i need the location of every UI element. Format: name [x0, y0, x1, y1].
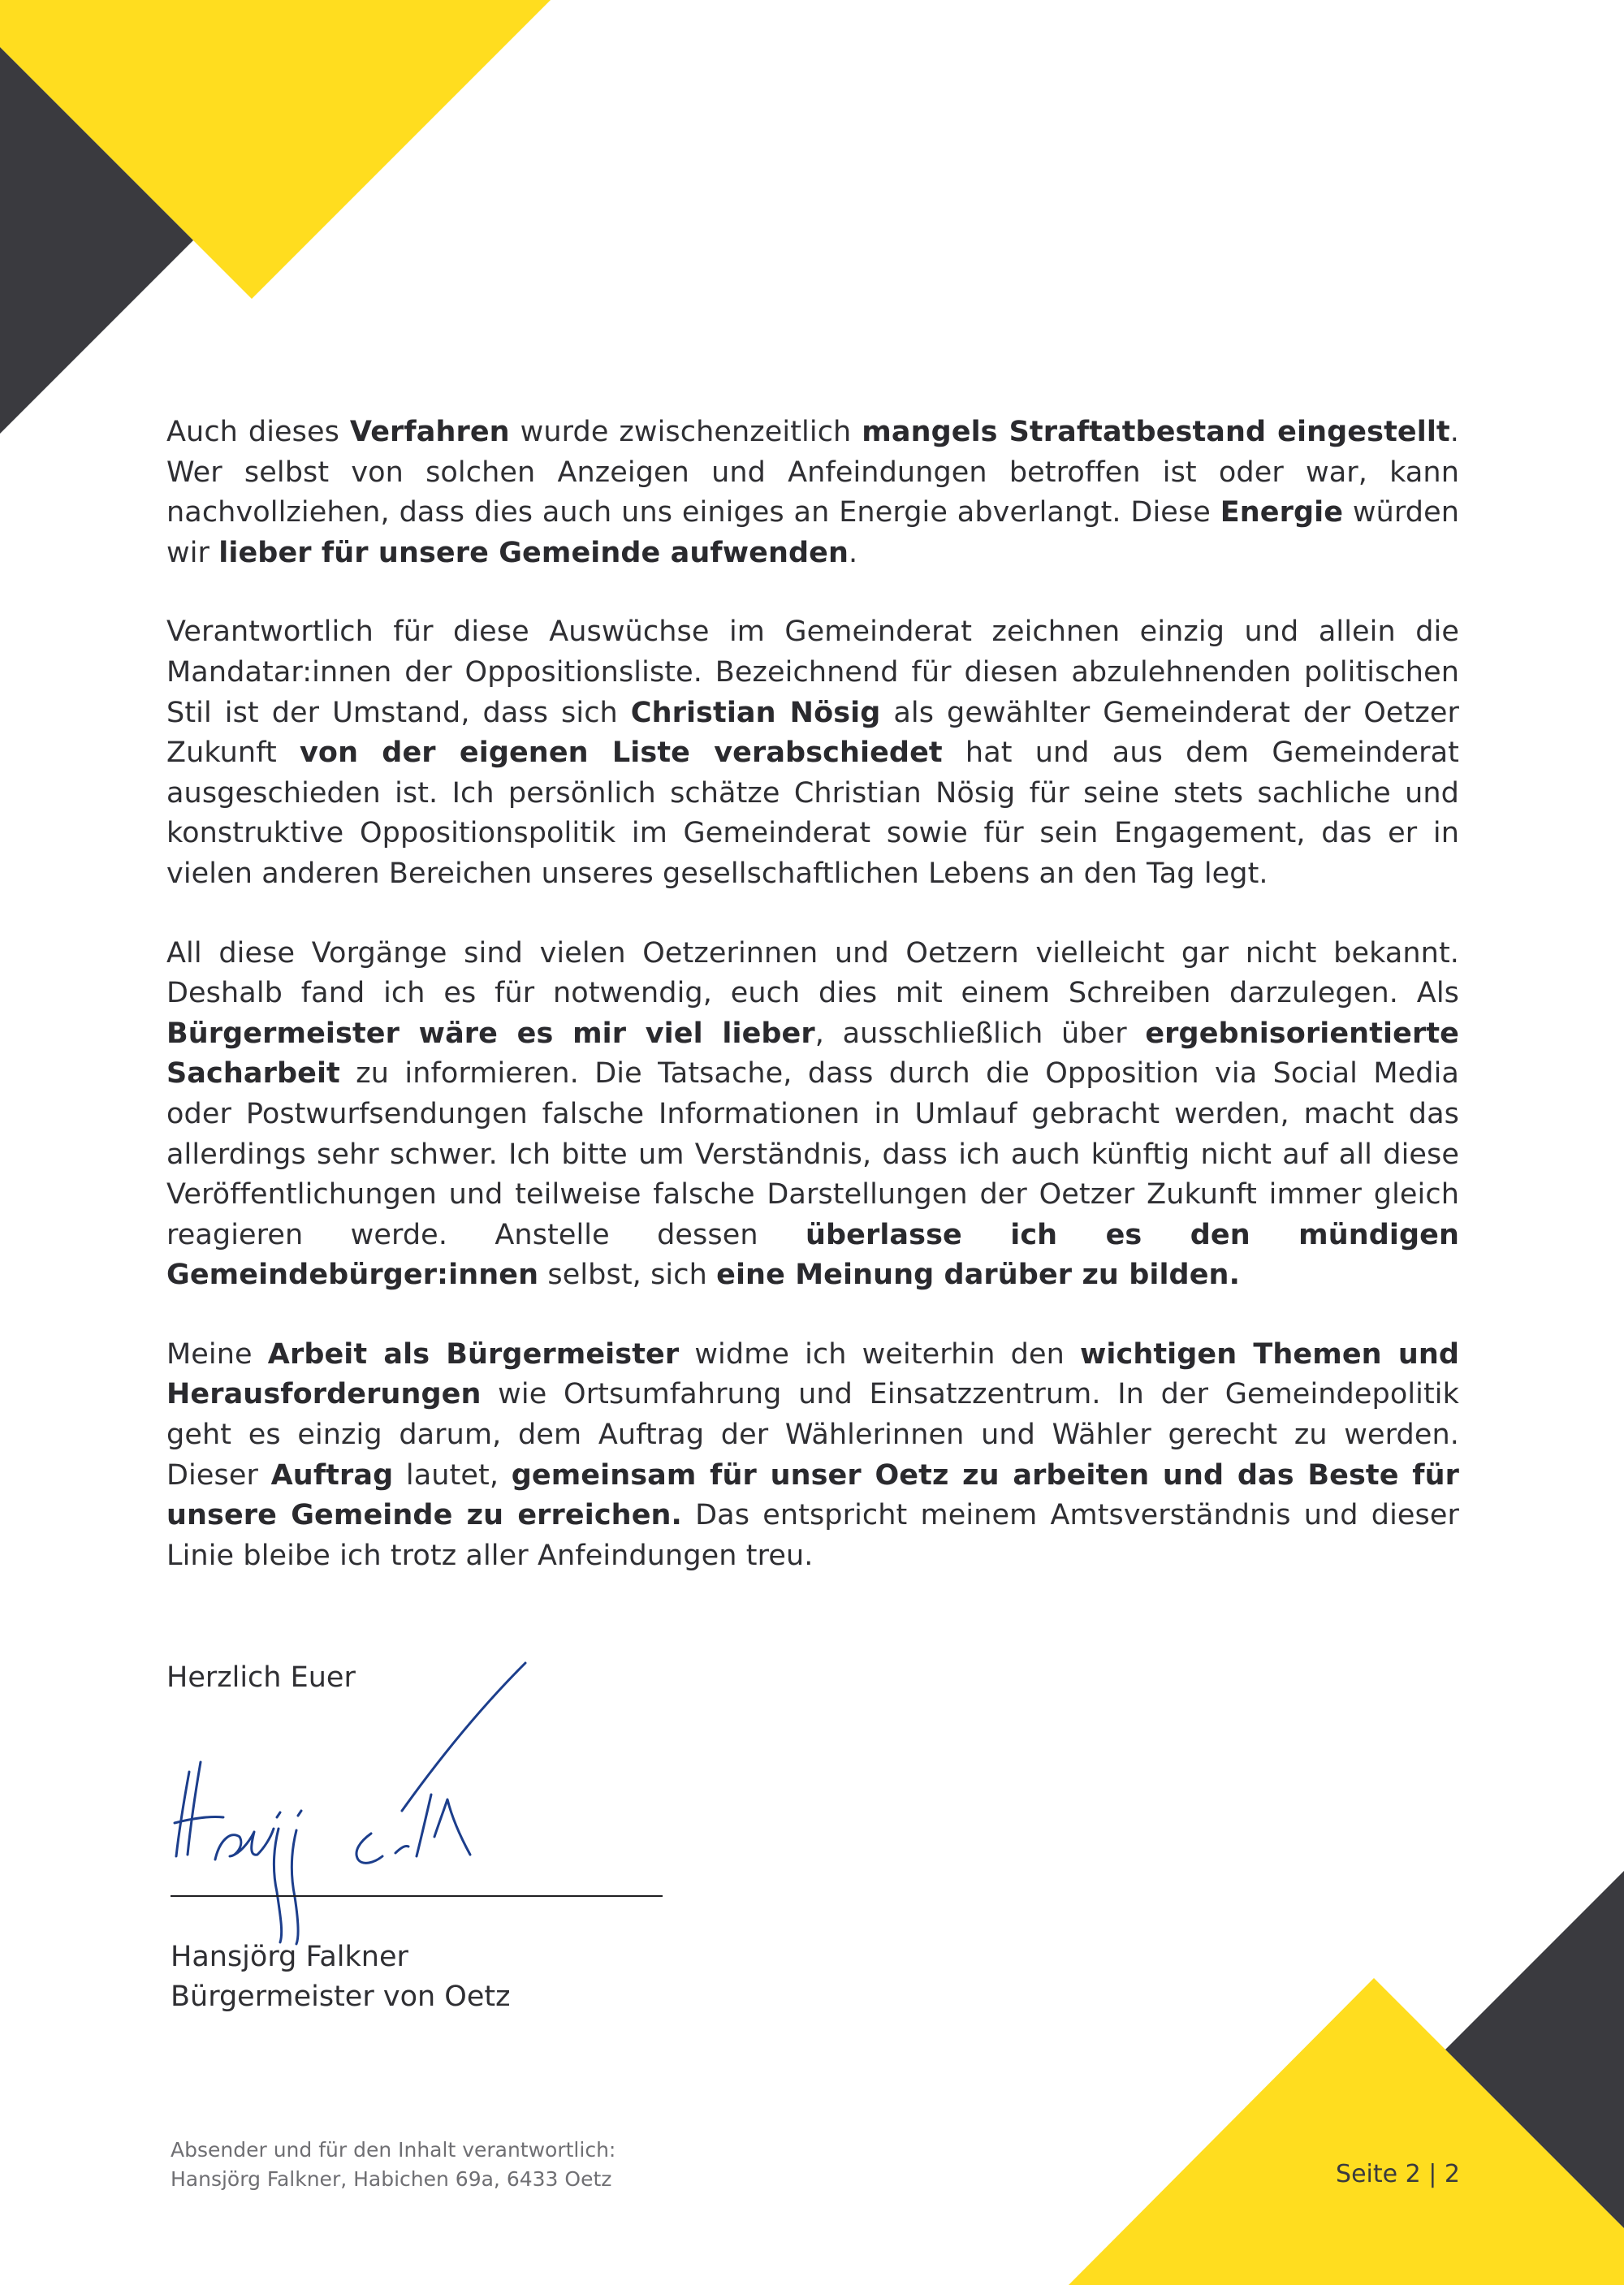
- bold-text: von der eigenen Liste verabschiedet: [300, 736, 943, 770]
- text-run: würden wir: [166, 496, 1459, 569]
- bold-text: Auftrag: [270, 1458, 394, 1492]
- text-run: zu informieren. Die Tatsache, dass durch die Opposition via Social Media oder Postwurfsendungen falsche Informationen in Umlauf gebracht werden, macht das allerdings sehr schwer. Ich bitte um Verständnis, dass ich auch künftig nicht auf all diese Veröffentlichungen und teilweise falsche Darstellungen der Oetzer Zukunft immer gleich reagieren werde. Anstelle dessen: [166, 1057, 1459, 1251]
- sender-info: [171, 2136, 615, 2194]
- text-run: lautet,: [393, 1458, 512, 1492]
- paragraph-1: [166, 413, 1459, 573]
- bold-text: lieber für unsere Gemeinde aufwenden: [218, 536, 849, 569]
- text-run: als gewählter Gemeinderat der Oetzer Zukunft: [166, 696, 1459, 770]
- text-run: , ausschließlich über: [814, 1017, 1146, 1050]
- bold-text: wichtigen Themen und Herausforderungen: [166, 1337, 1460, 1411]
- text-run: . Wer selbst von solchen Anzeigen und Anfeindungen betroffen ist oder war, kann nachvollziehen, dass dies auch uns einiges an Energie abverlangt. Diese: [166, 416, 1459, 529]
- text-run: Verantwortlich für diese Auswüchse im Gemeinderat zeichnen einzig und allein die Mandatar:innen der Oppositionsliste. Bezeichnend für diesen abzulehnenden politischen Stil ist der Umstand, dass sich: [166, 616, 1459, 729]
- paragraph-2: [166, 612, 1459, 894]
- closing-greeting: Herzlich Euer: [166, 1661, 356, 1694]
- bold-text: Energie: [1220, 496, 1344, 529]
- sender-label: Absender und für den Inhalt verantwortlich:: [171, 2138, 616, 2162]
- signer-title: Bürgermeister von Oetz: [171, 1980, 511, 2013]
- paragraph-3: [166, 934, 1459, 1296]
- bold-text: überlasse ich es den mündigen Gemeindebürger:innen: [166, 1218, 1459, 1292]
- text-run: widme ich weiterhin den: [679, 1337, 1080, 1371]
- bold-text: ergebnisorientierte Sacharbeit: [166, 1017, 1459, 1091]
- text-run: hat und aus dem Gemeinderat ausgeschieden ist. Ich persönlich schätze Christian Nösig für seine stets sachliche und konstruktive Oppositionspolitik im Gemeinderat sowie für sein Engagement, das er in vielen anderen Bereichen unseres gesellschaftlichen Lebens an den Tag legt.: [166, 736, 1460, 890]
- text-run: Meine: [166, 1337, 268, 1371]
- text-run: All diese Vorgänge sind vielen Oetzerinnen und Oetzern vielleicht gar nicht bekannt. Deshalb fand ich es für notwendig, euch dies mit einem Schreiben darzulegen. Als: [166, 936, 1459, 1010]
- text-run: wurde zwischenzeitlich: [509, 416, 862, 448]
- sender-address: Hansjörg Falkner, Habichen 69a, 6433 Oetz: [171, 2167, 612, 2191]
- signature-line: [171, 1895, 663, 1897]
- bold-text: Christian Nösig: [630, 696, 881, 729]
- text-run: Das entspricht meinem Amtsverständnis und dieser Linie bleibe ich trotz aller Anfeindungen treu.: [166, 1499, 1459, 1572]
- bold-text: Arbeit als Bürgermeister: [267, 1337, 680, 1371]
- bold-text: Verfahren: [349, 416, 510, 448]
- paragraph-4: [166, 1335, 1459, 1577]
- page-number: Seite 2 | 2: [1336, 2160, 1460, 2188]
- text-run: wie Ortsumfahrung und Einsatzzentrum. In der Gemeindepolitik geht es einzig darum, dem Auftrag der Wählerinnen und Wähler gerecht zu werden. Dieser: [166, 1378, 1459, 1492]
- text-run: Auch dieses: [166, 416, 350, 448]
- letter-body: [166, 413, 1459, 1615]
- text-run: selbst, sich: [538, 1259, 717, 1292]
- bold-text: mangels Straftatbestand eingestellt: [862, 416, 1450, 448]
- handwritten-signature: [158, 1657, 548, 1949]
- bold-text: eine Meinung darüber zu bilden.: [716, 1259, 1240, 1292]
- text-run: .: [849, 536, 858, 569]
- signer-block: [171, 1937, 510, 2017]
- bold-text: Bürgermeister wäre es mir viel lieber: [166, 1017, 815, 1050]
- signer-name: Hansjörg Falkner: [171, 1941, 408, 1973]
- bold-text: gemeinsam für unser Oetz zu arbeiten und das Beste für unsere Gemeinde zu erreichen.: [166, 1458, 1459, 1532]
